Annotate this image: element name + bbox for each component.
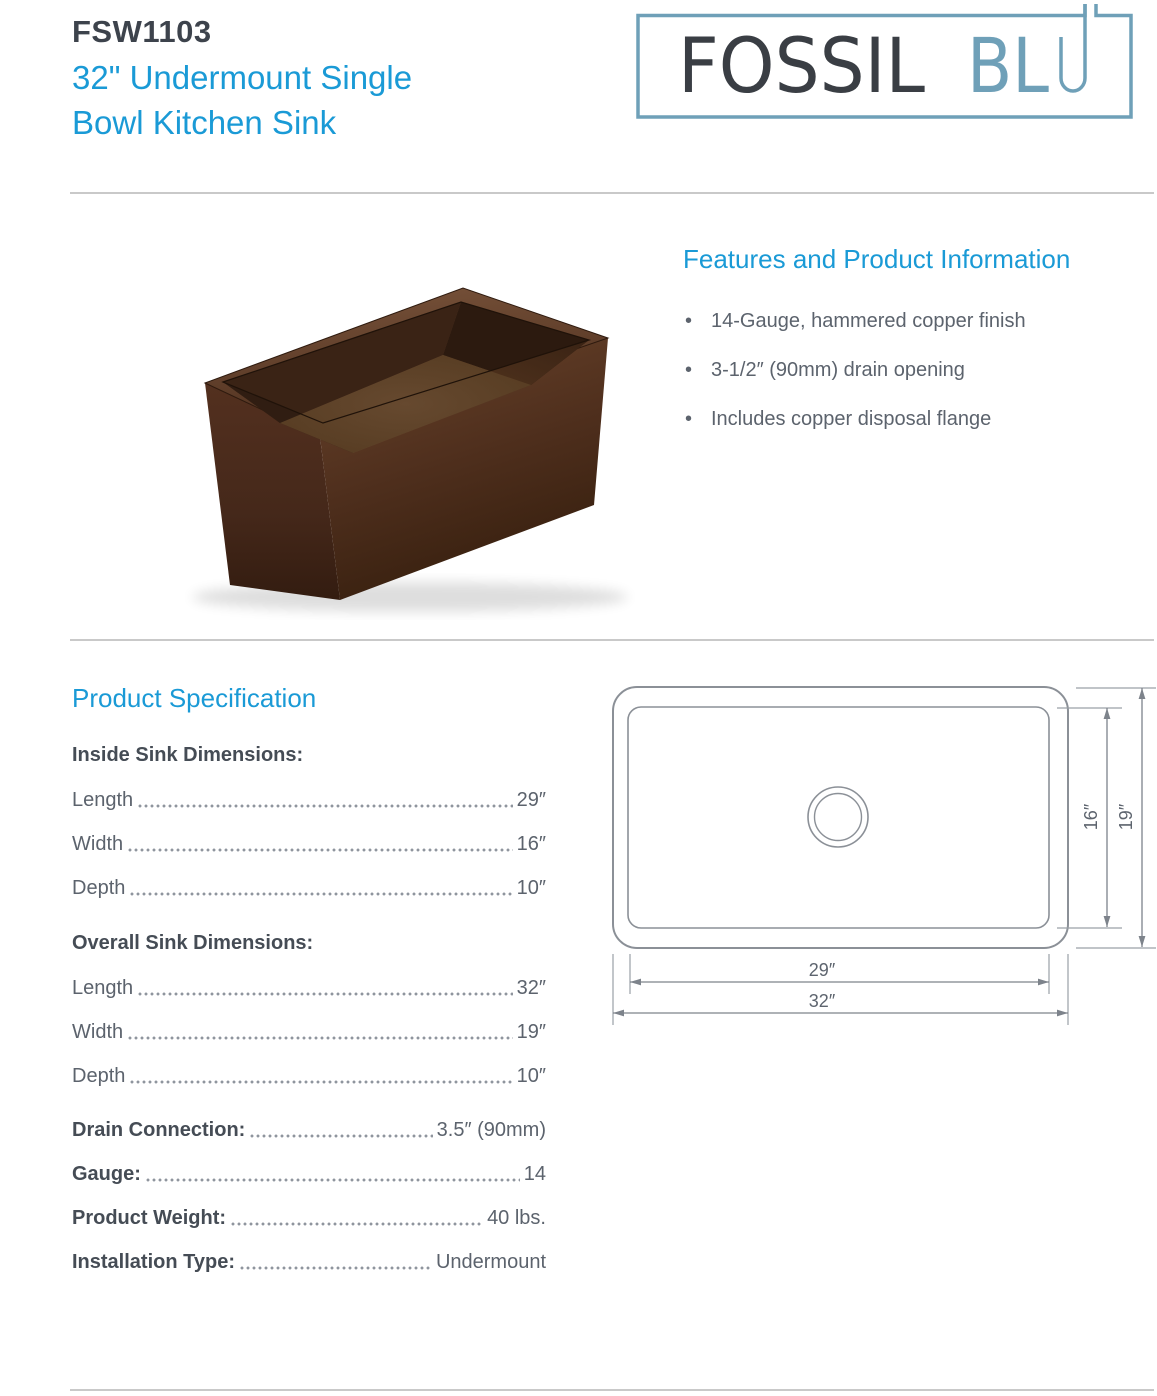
- dim-label-inner-length: 29″: [808, 960, 836, 980]
- spec-label: Length: [72, 789, 134, 811]
- spec-row-gauge: [72, 1162, 546, 1186]
- spec-value: 14: [523, 1163, 546, 1185]
- product-title-line2: Bowl Kitchen Sink: [72, 104, 337, 141]
- product-title-line1: 32" Undermount Single: [72, 59, 413, 96]
- spec-label: Width: [72, 833, 124, 855]
- spec-row-product-weight: [72, 1206, 546, 1230]
- spec-label: Length: [72, 977, 134, 999]
- product-title: [72, 55, 412, 145]
- spec-value: 10″: [516, 1065, 546, 1087]
- dim-label-inner-width: 16″: [1081, 803, 1101, 831]
- spec-label: Drain Connection:: [72, 1119, 246, 1141]
- fossil-blu-logo: [633, 0, 1138, 122]
- dotted-leader: [249, 1128, 432, 1138]
- drawing-arrowheads: [613, 688, 1145, 1016]
- dotted-leader: [145, 1172, 520, 1182]
- spec-row: [72, 1064, 546, 1088]
- feature-item: • 14-Gauge, hammered copper finish: [683, 309, 1113, 333]
- spec-label: Depth: [72, 1065, 126, 1087]
- dim-label-outer-width: 19″: [1116, 803, 1136, 831]
- drawing-dimension-lines: [613, 688, 1142, 1013]
- spec-row: [72, 876, 546, 900]
- dotted-leader: [127, 1030, 513, 1040]
- spec-group-title: Inside Sink Dimensions:: [72, 744, 304, 766]
- spec-value: 19″: [516, 1021, 546, 1043]
- spec-value: 16″: [516, 833, 546, 855]
- features-section: [683, 244, 1113, 456]
- spec-group-title: Overall Sink Dimensions:: [72, 932, 314, 954]
- spec-label: Width: [72, 1021, 124, 1043]
- spec-row: [72, 1020, 546, 1044]
- logo-word-fossil: FOSSIL: [678, 21, 925, 110]
- spec-row-drain-connection: [72, 1118, 546, 1142]
- spec-label: Installation Type:: [72, 1251, 235, 1273]
- spec-row: [72, 832, 546, 856]
- spec-value: 3.5″ (90mm): [436, 1119, 546, 1141]
- technical-drawing: [595, 678, 1157, 1033]
- dotted-leader: [230, 1216, 483, 1226]
- dotted-leader: [137, 986, 513, 996]
- spec-value: 10″: [516, 877, 546, 899]
- spec-heading: Product Specification: [72, 683, 317, 713]
- spec-label: Depth: [72, 877, 126, 899]
- feature-item: • 3-1/2″ (90mm) drain opening: [683, 358, 1113, 382]
- dotted-leader: [127, 842, 513, 852]
- dotted-leader: [239, 1260, 432, 1270]
- dotted-leader: [137, 798, 513, 808]
- product-model-code: FSW1103: [72, 14, 212, 49]
- drawing-inner-rect: [628, 707, 1049, 928]
- spec-value: 29″: [516, 789, 546, 811]
- drawing-outer-rect: [613, 687, 1068, 948]
- spec-row-installation-type: [72, 1250, 546, 1274]
- drawing-drain-inner-circle: [815, 794, 862, 841]
- spec-value: Undermount: [435, 1251, 546, 1273]
- product-photo-copper-sink: [175, 255, 645, 620]
- spec-label: Gauge:: [72, 1163, 141, 1185]
- section-divider-bottom: [70, 1389, 1154, 1391]
- spec-value: 32″: [516, 977, 546, 999]
- section-divider-top: [70, 192, 1154, 194]
- feature-item: • Includes copper disposal flange: [683, 407, 1113, 431]
- features-heading: Features and Product Information: [683, 244, 1071, 274]
- dotted-leader: [129, 886, 512, 896]
- drawing-drain-outer-circle: [808, 787, 868, 847]
- spec-list: [72, 738, 546, 1274]
- spec-label: Product Weight:: [72, 1207, 227, 1229]
- drawing-extension-lines: [613, 688, 1156, 1025]
- spec-row: [72, 788, 546, 812]
- section-divider-middle: [70, 639, 1154, 641]
- logo-word-bl: BL: [967, 21, 1049, 110]
- dim-label-outer-length: 32″: [808, 991, 836, 1011]
- spec-value: 40 lbs.: [487, 1207, 546, 1229]
- spec-row: [72, 976, 546, 1000]
- dotted-leader: [129, 1074, 512, 1084]
